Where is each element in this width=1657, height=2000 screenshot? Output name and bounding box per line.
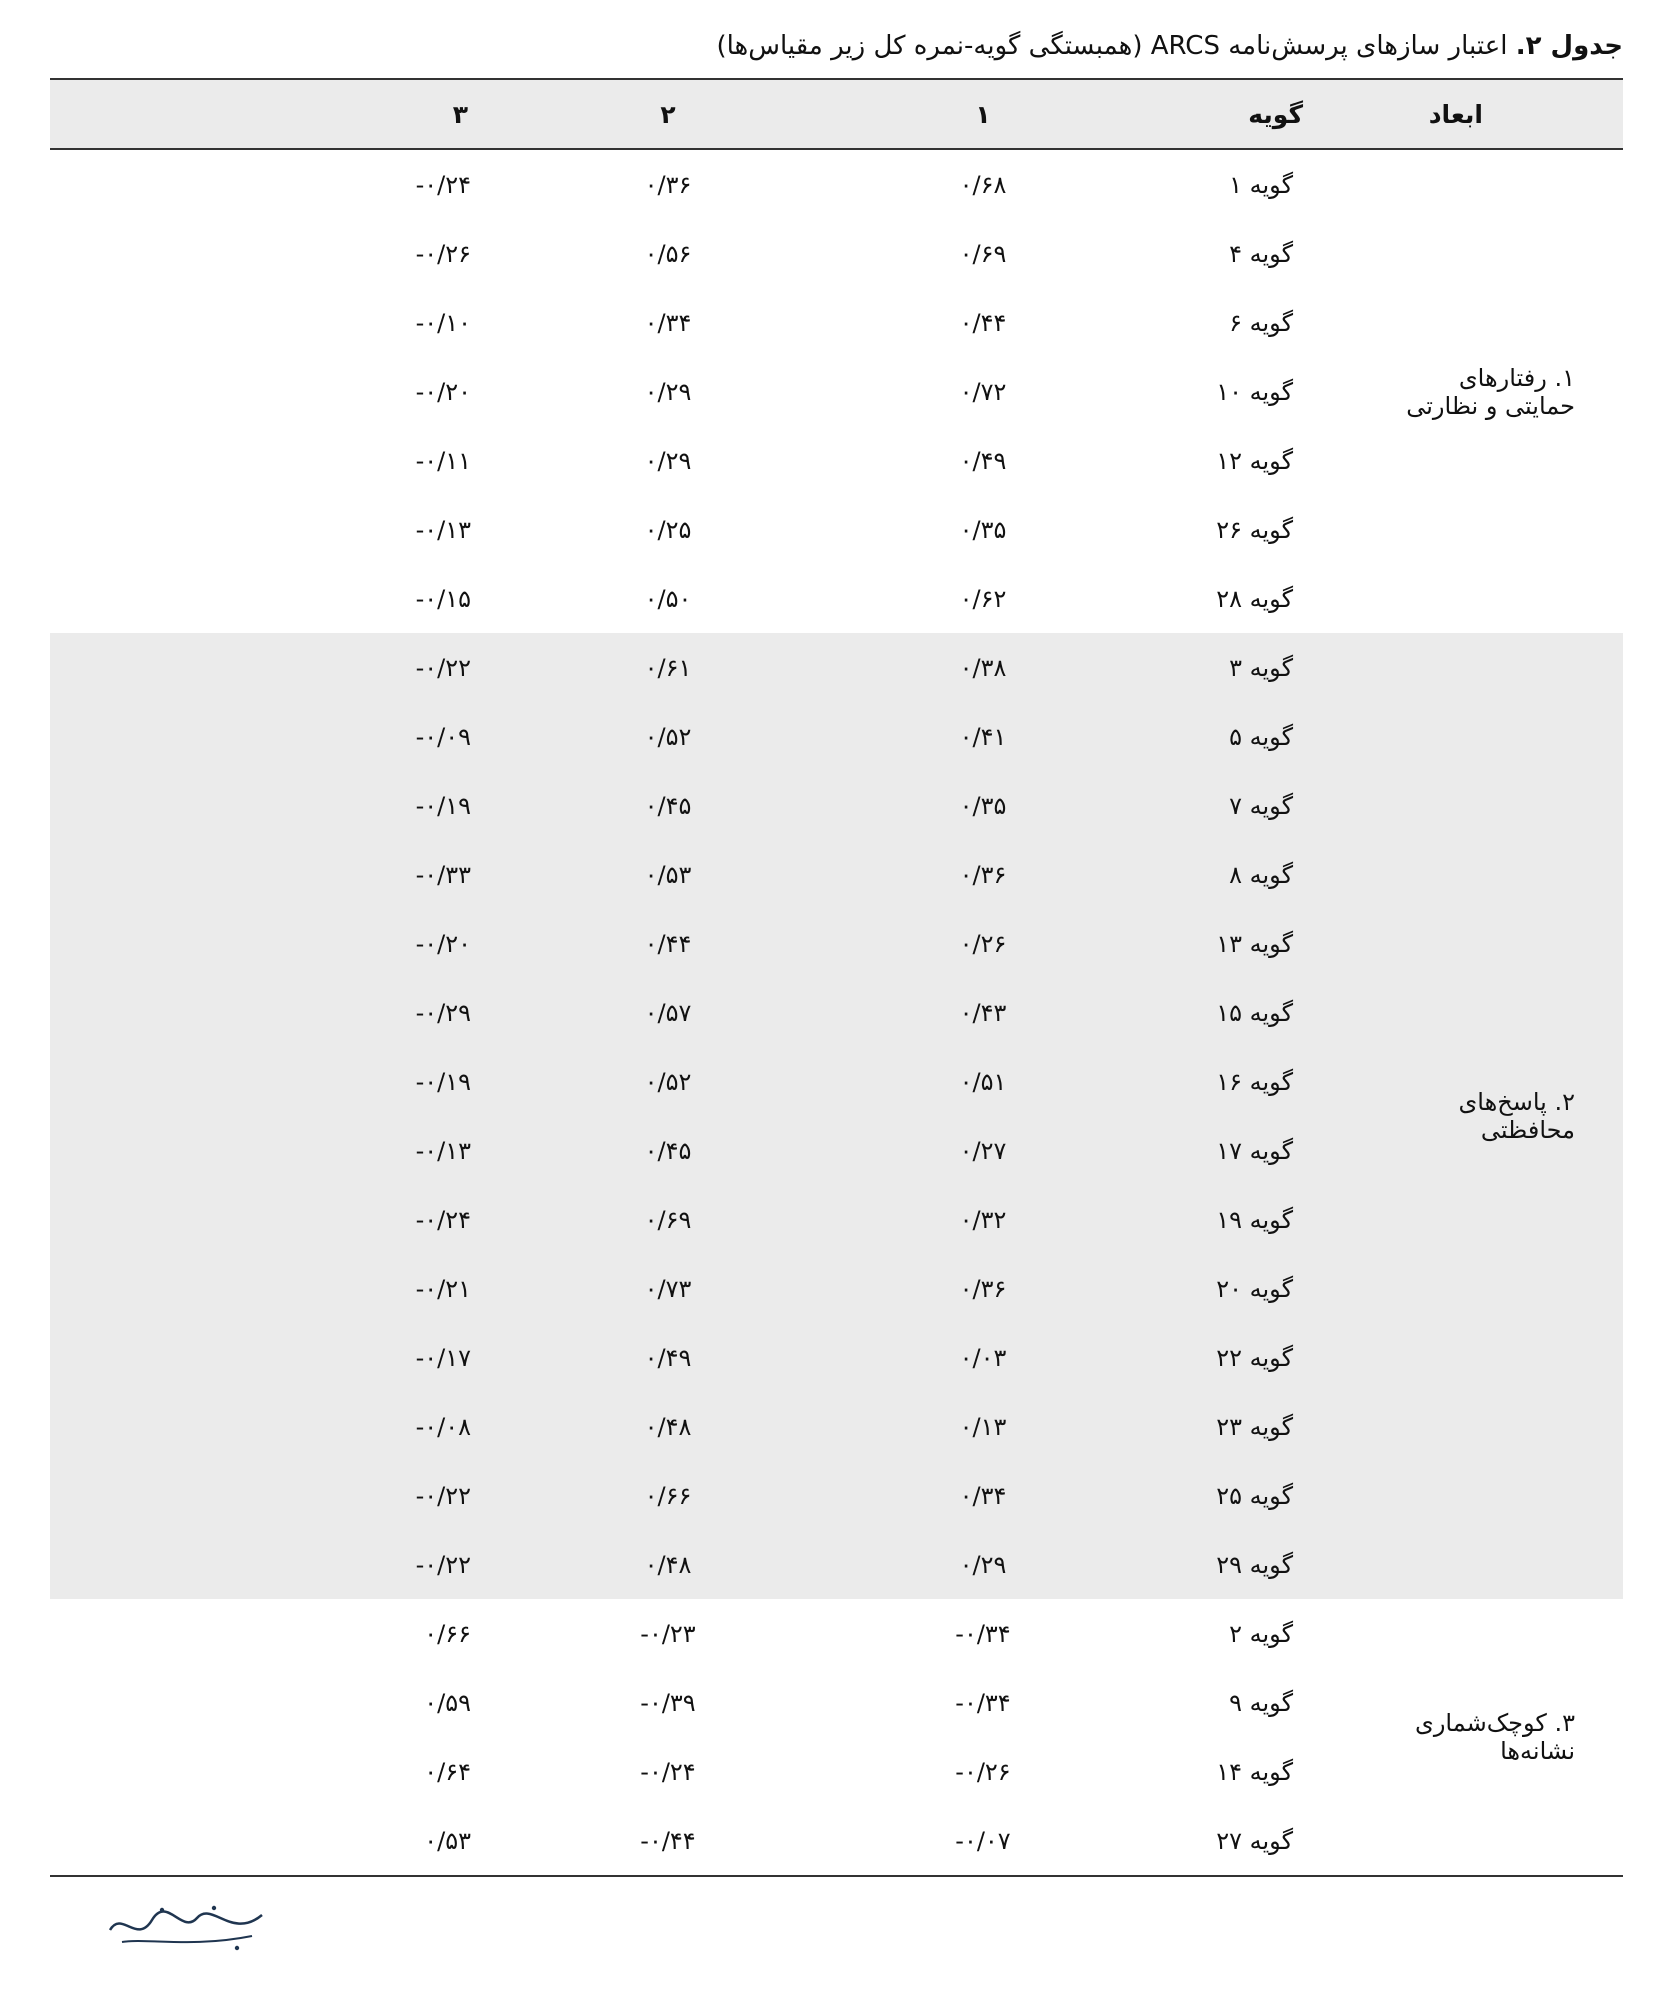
item-cell: گویه ۵: [1173, 702, 1383, 771]
item-cell: گویه ۲۵: [1173, 1461, 1383, 1530]
value-cell-3: -۰/۲۲: [50, 633, 543, 702]
value-cell-3: -۰/۲۲: [50, 1461, 543, 1530]
header-dimension: ابعاد: [1383, 79, 1623, 149]
value-cell-3: ۰/۵۳: [424, 1826, 471, 1855]
value-cell-2: ۰/۵۲: [543, 702, 793, 771]
item-cell: گویه ۱: [1229, 170, 1293, 199]
value-cell-3: -۰/۱۰: [415, 308, 471, 337]
value-cell-3: -۰/۱۷: [50, 1323, 543, 1392]
value-cell-2: ۰/۴۵: [543, 771, 793, 840]
value-cell-3: -۰/۱۳: [50, 1116, 543, 1185]
value-cell-1: ۰/۰۳: [793, 1323, 1173, 1392]
value-cell-1: ۰/۷۲: [959, 377, 1007, 406]
item-cell: گویه ۱۷: [1173, 1116, 1383, 1185]
value-cell-2: ۰/۲۵: [644, 515, 692, 544]
item-cell: گویه ۹: [1229, 1688, 1293, 1717]
value-cell-1: ۰/۳۵: [793, 771, 1173, 840]
value-cell-3: -۰/۱۱: [415, 446, 471, 475]
value-cell-3: -۰/۲۴: [415, 170, 471, 199]
value-cell-2: ۰/۲۹: [644, 446, 692, 475]
value-cell-1: ۰/۲۶: [793, 909, 1173, 978]
value-cell-2: -۰/۳۹: [640, 1688, 696, 1717]
item-cell: گویه ۲۲: [1173, 1323, 1383, 1392]
value-cell-1: -۰/۲۶: [955, 1757, 1011, 1786]
value-cell-2: ۰/۶۹: [543, 1185, 793, 1254]
value-cell-3: ۰/۶۶: [424, 1619, 471, 1648]
header-item: گویه: [1173, 79, 1383, 149]
value-cell-1: ۰/۱۳: [793, 1392, 1173, 1461]
value-cell-2: ۰/۴۸: [543, 1530, 793, 1599]
value-cell-2: ۰/۳۴: [644, 308, 692, 337]
value-cell-2: ۰/۴۵: [543, 1116, 793, 1185]
item-cell: گویه ۳: [1173, 633, 1383, 702]
value-cell-3: -۰/۲۲: [50, 1530, 543, 1599]
dimension-cell: ۲. پاسخ‌های محافظتی: [1383, 633, 1623, 1599]
value-cell-2: ۰/۲۹: [644, 377, 692, 406]
value-cell-1: ۰/۳۵: [959, 515, 1007, 544]
item-cell: گویه ۱۳: [1173, 909, 1383, 978]
value-cell-3: -۰/۳۳: [50, 840, 543, 909]
item-cell: گویه ۲۷: [1216, 1826, 1293, 1855]
value-cell-2: -۰/۴۴: [640, 1826, 696, 1855]
item-cell: گویه ۲۸: [1216, 584, 1293, 613]
value-cell-3: -۰/۲۶: [415, 239, 471, 268]
value-cell-1: ۰/۴۳: [793, 978, 1173, 1047]
value-cell-1: ۰/۴۴: [959, 308, 1007, 337]
table-caption: [50, 26, 1623, 66]
item-cell: گویه ۸: [1173, 840, 1383, 909]
value-cell-1: ۰/۳۶: [793, 1254, 1173, 1323]
item-cell: گویه ۱۶: [1173, 1047, 1383, 1116]
value-cell-2: ۰/۵۳: [543, 840, 793, 909]
value-cell-3: -۰/۲۹: [50, 978, 543, 1047]
table-caption-text: اعتبار سازهای پرسش‌نامه ARCS (همبستگی گویه-نمره کل زیر مقیاس‌ها): [716, 31, 1516, 61]
table-caption-label: جدول ۲.: [1515, 31, 1623, 61]
value-cell-3: ۰/۶۴: [424, 1757, 471, 1786]
dimension-cell: ۳. کوچک‌شماری نشانه‌ها: [1415, 1709, 1575, 1765]
header-row: [50, 79, 1623, 149]
table-row: [50, 149, 1623, 219]
value-cell-3: -۰/۰۹: [50, 702, 543, 771]
value-cell-2: ۰/۵۰: [644, 584, 692, 613]
header-col-3: ۳: [50, 79, 543, 149]
value-cell-1: -۰/۰۷: [955, 1826, 1011, 1855]
item-cell: گویه ۲۰: [1173, 1254, 1383, 1323]
value-cell-3: -۰/۲۱: [50, 1254, 543, 1323]
item-cell: گویه ۲۶: [1216, 515, 1293, 544]
value-cell-1: -۰/۳۴: [955, 1688, 1011, 1717]
value-cell-2: ۰/۳۶: [644, 170, 692, 199]
value-cell-2: ۰/۵۶: [644, 239, 692, 268]
value-cell-2: -۰/۲۴: [640, 1757, 696, 1786]
journal-logo-flourish: [110, 1912, 262, 1930]
journal-logo: [102, 1890, 272, 1960]
value-cell-1: ۰/۴۹: [959, 446, 1007, 475]
value-cell-1: ۰/۶۹: [959, 239, 1007, 268]
item-cell: گویه ۱۲: [1216, 446, 1293, 475]
value-cell-3: -۰/۰۸: [50, 1392, 543, 1461]
value-cell-1: ۰/۲۹: [793, 1530, 1173, 1599]
header-col-2: ۲: [543, 79, 793, 149]
item-cell: گویه ۶: [1229, 308, 1293, 337]
value-cell-1: ۰/۵۱: [793, 1047, 1173, 1116]
table-row: [50, 633, 1623, 702]
value-cell-2: ۰/۶۱: [543, 633, 793, 702]
item-cell: گویه ۱۰: [1216, 377, 1293, 406]
value-cell-1: ۰/۲۷: [793, 1116, 1173, 1185]
item-cell: گویه ۱۹: [1173, 1185, 1383, 1254]
value-cell-2: ۰/۴۸: [543, 1392, 793, 1461]
value-cell-2: ۰/۷۳: [543, 1254, 793, 1323]
value-cell-3: -۰/۲۰: [415, 377, 471, 406]
item-cell: گویه ۱۴: [1216, 1757, 1293, 1786]
value-cell-2: ۰/۶۶: [543, 1461, 793, 1530]
header-col-1: ۱: [793, 79, 1173, 149]
journal-logo-dot: [160, 1908, 164, 1912]
value-cell-3: -۰/۱۹: [50, 771, 543, 840]
table-row: [50, 1599, 1623, 1668]
item-cell: گویه ۲۹: [1173, 1530, 1383, 1599]
value-cell-1: ۰/۳۴: [793, 1461, 1173, 1530]
value-cell-2: ۰/۴۹: [543, 1323, 793, 1392]
value-cell-2: ۰/۴۴: [543, 909, 793, 978]
table-body: [50, 149, 1623, 1876]
item-cell: گویه ۴: [1229, 239, 1293, 268]
value-cell-3: -۰/۲۴: [50, 1185, 543, 1254]
value-cell-2: ۰/۵۲: [543, 1047, 793, 1116]
value-cell-2: ۰/۵۷: [543, 978, 793, 1047]
correlation-table: [50, 78, 1623, 1877]
value-cell-1: ۰/۳۶: [793, 840, 1173, 909]
value-cell-2: -۰/۲۳: [640, 1619, 696, 1648]
item-cell: گویه ۲: [1229, 1619, 1293, 1648]
value-cell-1: ۰/۴۱: [793, 702, 1173, 771]
value-cell-1: ۰/۳۲: [793, 1185, 1173, 1254]
value-cell-3: ۰/۵۹: [424, 1688, 471, 1717]
value-cell-3: -۰/۱۵: [415, 584, 471, 613]
value-cell-1: ۰/۶۲: [959, 584, 1007, 613]
value-cell-3: -۰/۱۳: [415, 515, 471, 544]
table-header: [50, 79, 1623, 149]
value-cell-3: -۰/۱۹: [50, 1047, 543, 1116]
value-cell-1: -۰/۳۴: [955, 1619, 1011, 1648]
item-cell: گویه ۱۵: [1173, 978, 1383, 1047]
value-cell-1: ۰/۶۸: [959, 170, 1007, 199]
value-cell-1: ۰/۳۸: [793, 633, 1173, 702]
journal-logo-underline: [122, 1936, 252, 1942]
item-cell: گویه ۷: [1173, 771, 1383, 840]
item-cell: گویه ۲۳: [1173, 1392, 1383, 1461]
journal-logo-dot: [212, 1906, 216, 1910]
dimension-cell: ۱. رفتارهای حمایتی و نظارتی: [1406, 363, 1575, 420]
journal-logo-dot: [235, 1946, 239, 1950]
value-cell-3: -۰/۲۰: [50, 909, 543, 978]
